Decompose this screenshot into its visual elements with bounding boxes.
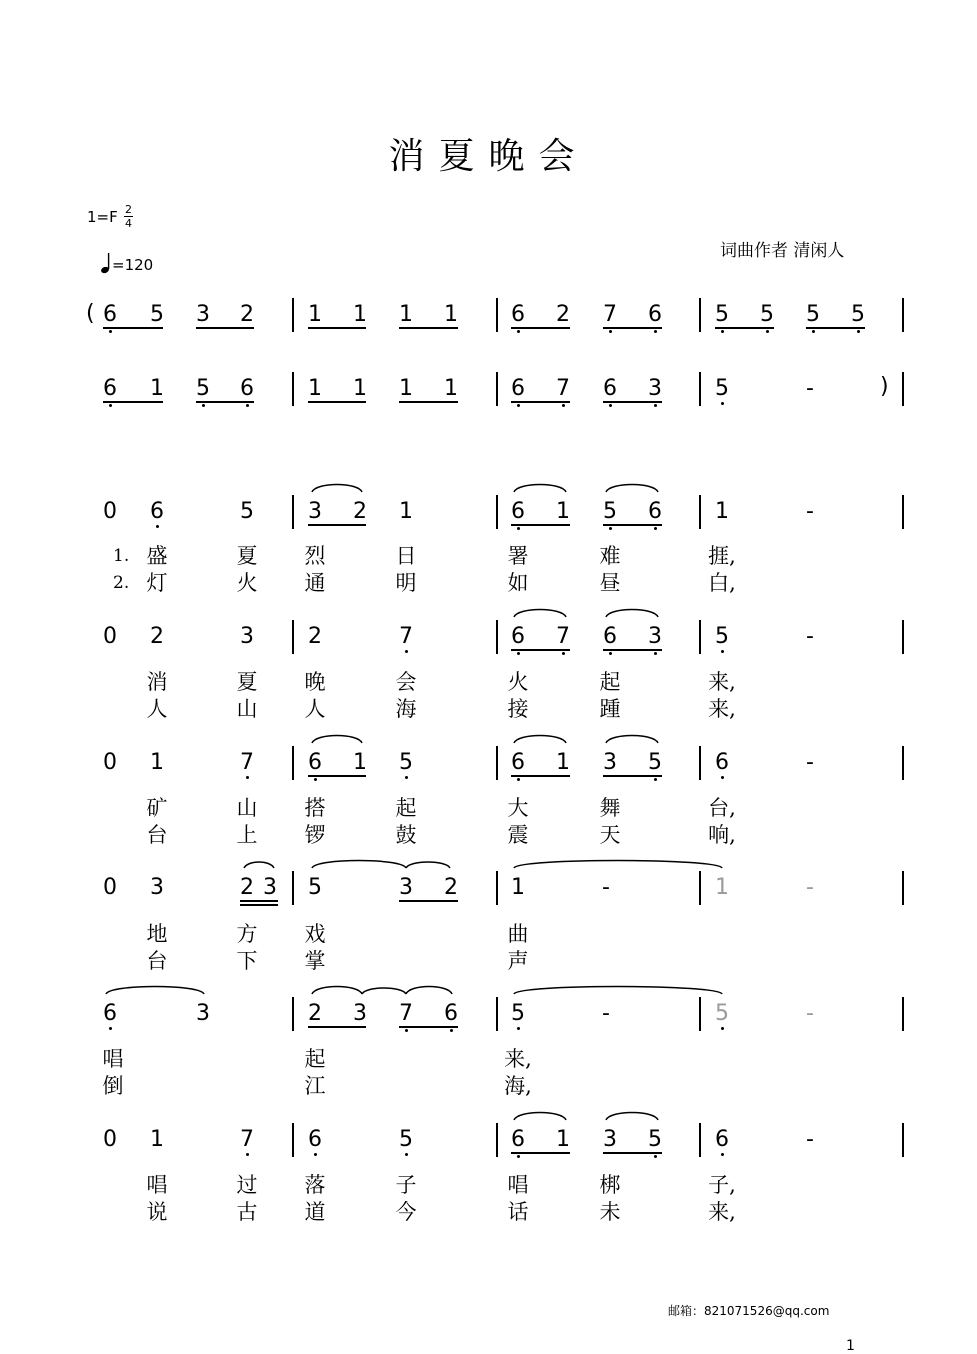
- lyric-syllable: 唱: [146, 1173, 168, 1197]
- meter-numerator: 2: [125, 203, 132, 216]
- note: 6: [308, 1127, 322, 1152]
- note: 6: [511, 376, 525, 401]
- note: 1: [150, 750, 164, 775]
- note: -: [806, 624, 814, 649]
- lyric-syllable: 戏: [304, 922, 326, 946]
- note: 3: [603, 750, 617, 775]
- intro-open-paren: (: [86, 301, 95, 326]
- lyric-syllable: 子,: [708, 1173, 736, 1197]
- note: 2: [353, 499, 367, 524]
- lyric-syllable: 矿: [146, 796, 168, 820]
- lyric-syllable: 海,: [504, 1074, 532, 1098]
- lyric-syllable: 消: [146, 670, 168, 694]
- note: 5: [240, 499, 254, 524]
- note: 2: [240, 302, 254, 327]
- lyric-syllable: 起: [599, 670, 621, 694]
- page-number: 1: [846, 1338, 855, 1354]
- note: 1: [715, 875, 729, 900]
- lyric-syllable: 过: [236, 1173, 258, 1197]
- note: 1: [399, 302, 413, 327]
- lyric-syllable: 震: [507, 823, 529, 847]
- note: 3: [648, 376, 662, 401]
- slur: [606, 736, 658, 744]
- note: 1: [556, 750, 570, 775]
- note: 1: [399, 376, 413, 401]
- note: 6: [648, 499, 662, 524]
- note: 7: [603, 302, 617, 327]
- lyric-syllable: 大: [507, 796, 529, 820]
- note: 1: [511, 875, 525, 900]
- note: -: [806, 875, 814, 900]
- note: 3: [240, 624, 254, 649]
- note: 1: [715, 499, 729, 524]
- note: 1: [399, 499, 413, 524]
- note: 0: [103, 750, 117, 775]
- lyric-syllable: 唱: [102, 1047, 124, 1071]
- lyric-syllable: 子: [395, 1173, 417, 1197]
- note: 7: [399, 1001, 413, 1026]
- lyric-syllable: 道: [304, 1200, 326, 1224]
- note: 2: [308, 624, 322, 649]
- slur: [312, 987, 362, 995]
- note: 6: [603, 376, 617, 401]
- note: 7: [556, 624, 570, 649]
- lyric-syllable: 落: [304, 1173, 326, 1197]
- lyric-syllable: 难: [599, 544, 621, 568]
- note: 5: [715, 1001, 729, 1026]
- note: 7: [240, 1127, 254, 1152]
- note: 6: [240, 376, 254, 401]
- note: 5: [851, 302, 865, 327]
- page-title: 消夏晚会: [388, 136, 589, 177]
- lyric-syllable: 山: [236, 697, 258, 721]
- lyric-syllable: 地: [146, 922, 168, 946]
- note: 3: [603, 1127, 617, 1152]
- note: 6: [150, 499, 164, 524]
- lyric-syllable: 梆: [599, 1173, 621, 1197]
- note: 6: [103, 1001, 117, 1026]
- slur: [514, 987, 722, 995]
- slur: [514, 485, 566, 493]
- note: 5: [399, 750, 413, 775]
- note: -: [806, 376, 814, 401]
- note: 0: [103, 624, 117, 649]
- slur: [362, 988, 406, 994]
- note: 5: [399, 1127, 413, 1152]
- contact-email: 邮箱：821071526@qq.com: [668, 1304, 830, 1318]
- meter-denominator: 4: [125, 217, 132, 230]
- note: 5: [648, 750, 662, 775]
- lyric-syllable: 台: [146, 823, 168, 847]
- lyric-syllable: 下: [236, 949, 258, 973]
- lyric-syllable: 如: [507, 571, 529, 595]
- note: 1: [353, 750, 367, 775]
- note: 1: [150, 376, 164, 401]
- note: 7: [556, 376, 570, 401]
- lyric-syllable: 声: [507, 949, 529, 973]
- slur: [312, 736, 362, 744]
- note: 5: [715, 624, 729, 649]
- lyric-syllable: 会: [395, 670, 417, 694]
- note: 1: [308, 376, 322, 401]
- note: 6: [103, 376, 117, 401]
- note: 3: [353, 1001, 367, 1026]
- lyric-syllable: 通: [304, 571, 326, 595]
- lyric-syllable: 方: [236, 922, 258, 946]
- lyric-syllable: 烈: [304, 544, 326, 568]
- note: 5: [308, 875, 322, 900]
- note: 6: [511, 1127, 525, 1152]
- note: 3: [308, 499, 322, 524]
- lyric-syllable: 来,: [708, 670, 736, 694]
- slur: [406, 862, 450, 868]
- note: -: [806, 1001, 814, 1026]
- verse-number-2: 2.: [113, 573, 130, 593]
- note: 1: [556, 499, 570, 524]
- lyric-syllable: 来,: [504, 1047, 532, 1071]
- note: 2: [556, 302, 570, 327]
- lyric-syllable: 掌: [304, 949, 326, 973]
- note: 1: [444, 376, 458, 401]
- lyric-syllable: 说: [146, 1200, 168, 1224]
- note: 1: [444, 302, 458, 327]
- lyric-syllable: 古: [236, 1200, 258, 1224]
- lyric-syllable: 唱: [507, 1173, 529, 1197]
- slur: [106, 987, 204, 995]
- lyric-syllable: 鼓: [395, 823, 417, 847]
- note: 6: [308, 750, 322, 775]
- lyric-syllable: 人: [304, 697, 326, 721]
- lyric-syllable: 来,: [708, 1200, 736, 1224]
- lyric-syllable: 火: [507, 670, 529, 694]
- slur: [606, 610, 658, 618]
- note: -: [602, 875, 610, 900]
- lyric-syllable: 晚: [304, 670, 326, 694]
- note: -: [806, 750, 814, 775]
- lyric-syllable: 接: [507, 697, 529, 721]
- note: 5: [511, 1001, 525, 1026]
- note: 2: [240, 875, 254, 900]
- lyric-syllable: 倒: [102, 1074, 124, 1098]
- note: 3: [196, 302, 210, 327]
- note: 1: [353, 376, 367, 401]
- composer-credit: 词曲作者 清闲人: [720, 241, 845, 261]
- slur: [244, 862, 274, 868]
- note: 5: [603, 499, 617, 524]
- note: 6: [511, 302, 525, 327]
- key-signature: 1=F: [87, 208, 118, 226]
- lyric-syllable: 盛: [146, 544, 168, 568]
- lyric-syllable: 起: [395, 796, 417, 820]
- lyric-syllable: 上: [236, 823, 258, 847]
- note: 5: [760, 302, 774, 327]
- note: 0: [103, 1127, 117, 1152]
- note: -: [602, 1001, 610, 1026]
- note: 1: [150, 1127, 164, 1152]
- lyric-syllable: 曲: [507, 922, 529, 946]
- lyric-syllable: 话: [507, 1200, 529, 1224]
- lyric-syllable: 踵: [599, 697, 621, 721]
- note: 5: [648, 1127, 662, 1152]
- lyric-syllable: 台: [146, 949, 168, 973]
- note: 6: [715, 1127, 729, 1152]
- note: 5: [806, 302, 820, 327]
- note: 6: [511, 499, 525, 524]
- note: 3: [196, 1001, 210, 1026]
- slur: [514, 861, 722, 869]
- lyric-syllable: 锣: [304, 823, 326, 847]
- note: 3: [150, 875, 164, 900]
- note: 7: [240, 750, 254, 775]
- slur: [312, 485, 362, 493]
- note: 0: [103, 499, 117, 524]
- slur: [606, 485, 658, 493]
- lyric-syllable: 起: [304, 1047, 326, 1071]
- note: 1: [308, 302, 322, 327]
- lyric-syllable: 人: [146, 697, 168, 721]
- note: -: [806, 1127, 814, 1152]
- lyric-syllable: 海: [395, 697, 417, 721]
- lyric-syllable: 夏: [236, 544, 258, 568]
- lyric-syllable: 灯: [146, 571, 168, 595]
- slur: [514, 610, 566, 618]
- note: 6: [715, 750, 729, 775]
- lyric-syllable: 署: [507, 544, 529, 568]
- note: 6: [511, 750, 525, 775]
- lyric-syllable: 响,: [708, 823, 736, 847]
- note: 2: [308, 1001, 322, 1026]
- slur: [606, 1113, 658, 1121]
- intro-close-paren: ): [880, 374, 889, 399]
- note: 7: [399, 624, 413, 649]
- note: -: [806, 499, 814, 524]
- lyric-syllable: 夏: [236, 670, 258, 694]
- note: 1: [556, 1127, 570, 1152]
- lyric-syllable: 火: [236, 571, 258, 595]
- lyric-syllable: 今: [395, 1200, 417, 1224]
- lyric-syllable: 舞: [599, 796, 621, 820]
- note: 1: [353, 302, 367, 327]
- lyric-syllable: 明: [395, 571, 417, 595]
- slur: [406, 987, 452, 995]
- lyric-syllable: 白,: [708, 571, 736, 595]
- note: 5: [715, 376, 729, 401]
- note: 6: [103, 302, 117, 327]
- note: 5: [150, 302, 164, 327]
- lyric-syllable: 昼: [599, 571, 621, 595]
- slur: [514, 1113, 566, 1121]
- note: 0: [103, 875, 117, 900]
- tempo-value: =120: [112, 256, 154, 274]
- lyric-syllable: 搭: [304, 796, 326, 820]
- lyric-syllable: 捱,: [708, 544, 736, 568]
- note: 6: [648, 302, 662, 327]
- note: 3: [399, 875, 413, 900]
- note: 3: [648, 624, 662, 649]
- slur: [312, 861, 406, 869]
- lyric-syllable: 台,: [708, 796, 736, 820]
- note: 6: [511, 624, 525, 649]
- note: 6: [603, 624, 617, 649]
- note: 5: [715, 302, 729, 327]
- lyric-syllable: 未: [599, 1200, 621, 1224]
- note: 3: [263, 875, 277, 900]
- note: 2: [150, 624, 164, 649]
- lyric-syllable: 来,: [708, 697, 736, 721]
- lyric-syllable: 江: [304, 1074, 326, 1098]
- note: 2: [444, 875, 458, 900]
- note: 6: [444, 1001, 458, 1026]
- lyric-syllable: 山: [236, 796, 258, 820]
- verse-number-1: 1.: [113, 546, 130, 566]
- note: 5: [196, 376, 210, 401]
- lyric-syllable: 天: [599, 823, 621, 847]
- lyric-syllable: 日: [395, 544, 417, 568]
- slur: [514, 736, 566, 744]
